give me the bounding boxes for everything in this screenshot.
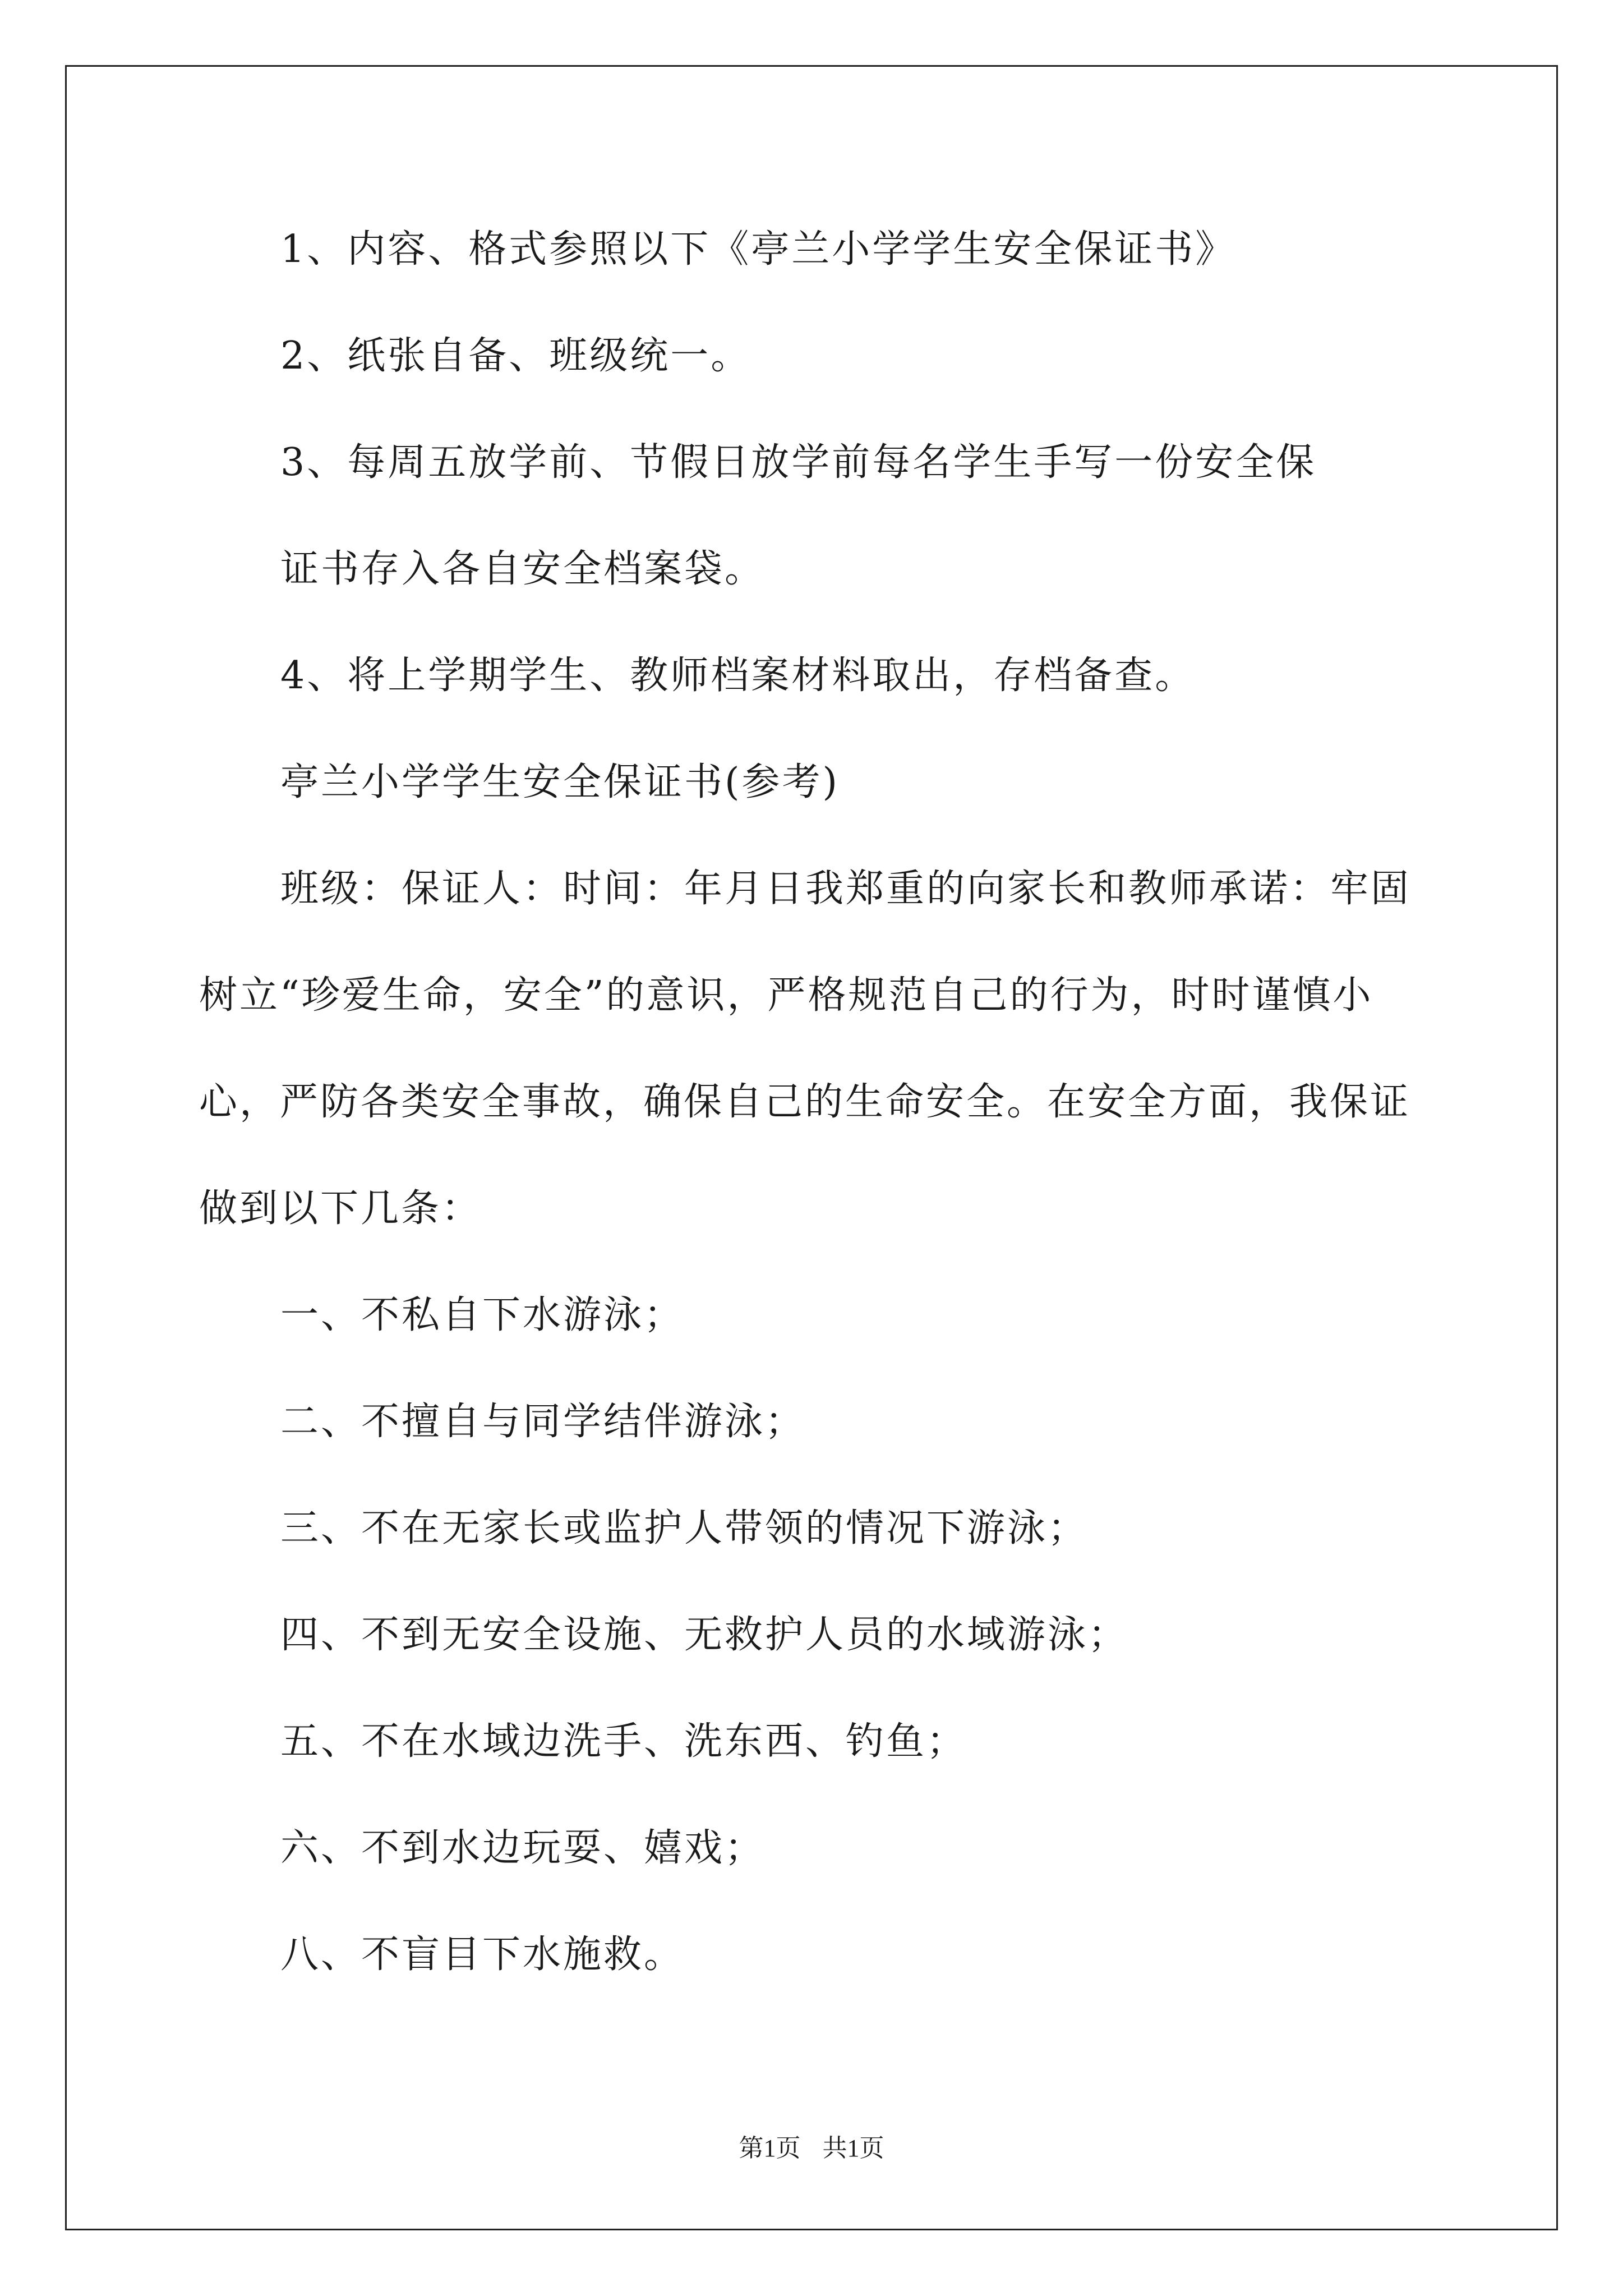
- list-item: 五、不在水域边洗手、洗东西、钓鱼；: [280, 1719, 967, 1764]
- list-item: 四、不到无安全设施、无救护人员的水域游泳；: [280, 1613, 1129, 1657]
- page-footer: [0, 2132, 1623, 2165]
- section-heading: 亭兰小学学生安全保证书(参考): [280, 760, 840, 804]
- text-line: 2、纸张自备、班级统一。: [280, 334, 751, 378]
- list-item: 八、不盲目下水施救。: [280, 1932, 685, 1977]
- text-line: 3、每周五放学前、节假日放学前每名学生手写一份安全保: [280, 440, 1317, 485]
- text-line: 班级：保证人：时间：年月日我郑重的向家长和教师承诺：牢固: [280, 867, 1412, 911]
- list-item: 六、不到水边玩耍、嬉戏；: [280, 1826, 766, 1870]
- page-number-total: 共1页: [822, 2134, 884, 2162]
- text-line: 1、内容、格式参照以下《亭兰小学学生安全保证书》: [280, 227, 1236, 272]
- text-line: 做到以下几条：: [199, 1186, 482, 1231]
- list-item: 三、不在无家长或监护人带领的情况下游泳；: [280, 1506, 1089, 1550]
- text-line: 证书存入各自安全档案袋。: [280, 547, 766, 591]
- page-border: [65, 65, 1558, 2230]
- text-line: 树立“珍爱生命，安全”的意识，严格规范自己的行为，时时谨慎小: [199, 973, 1373, 1018]
- list-item: 二、不擅自与同学结伴游泳；: [280, 1400, 806, 1444]
- list-item: 一、不私自下水游泳；: [280, 1293, 685, 1337]
- text-line: 4、将上学期学生、教师档案材料取出，存档备查。: [280, 654, 1196, 698]
- page-number-current: 第1页: [739, 2134, 801, 2162]
- text-line: 心，严防各类安全事故，确保自己的生命安全。在安全方面，我保证: [199, 1080, 1411, 1124]
